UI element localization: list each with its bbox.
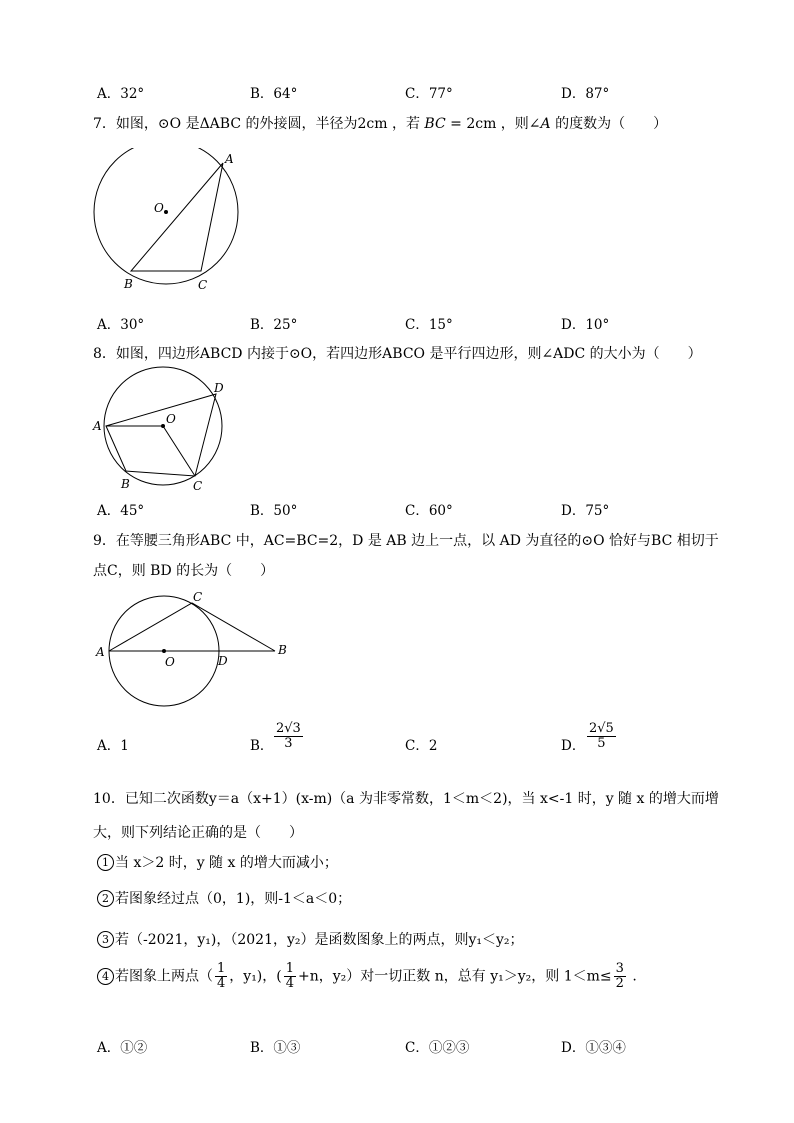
q10-item-4-frac3-num: 3 xyxy=(615,961,624,976)
q10-item-4-b: ，y₁)，( xyxy=(229,968,282,985)
q7-label-c: C xyxy=(198,278,208,292)
q10-item-4-c: +n，y₂）对一切正数 n，总有 y₁＞y₂，则 1＜m≤ xyxy=(298,968,612,985)
q9-option-b-fraction xyxy=(274,722,303,751)
q9-label-d: D xyxy=(218,654,228,668)
q10-item-4-a: 若图象上两点（ xyxy=(115,968,213,985)
q9-options xyxy=(0,722,794,764)
q9-option-c: C．2 xyxy=(405,738,438,754)
q8-option-b: B．50° xyxy=(250,503,298,519)
q10-item-3-mark: 3 xyxy=(97,931,114,948)
q8-options xyxy=(0,499,794,521)
q8-option-d: D．75° xyxy=(561,503,610,519)
q10-item-4-frac3-den: 2 xyxy=(615,976,624,991)
q10-item-2 xyxy=(97,888,351,908)
q8-label-c: C xyxy=(193,479,203,493)
q7-option-b: B．25° xyxy=(250,317,298,333)
q10-item-4-mark: 4 xyxy=(97,968,114,985)
q10-item-2-mark: 2 xyxy=(97,890,114,907)
q9-option-d-prefix: D． xyxy=(561,738,586,754)
q10-item-4-frac1 xyxy=(215,962,227,991)
q6-option-c: C．77° xyxy=(405,86,453,102)
q7-options xyxy=(0,313,794,335)
q9-option-b-den: 3 xyxy=(284,736,293,751)
q10-item-4-frac1-num: 1 xyxy=(217,961,226,976)
q7-stem-a: 7．如图，⊙O 是ΔABC 的外接圆，半径为2cm ，若 xyxy=(93,116,425,132)
q10-item-4-d: . xyxy=(627,968,637,985)
q9-option-d-den: 5 xyxy=(597,736,606,751)
q9-label-a: A xyxy=(96,645,105,659)
q10-item-3 xyxy=(97,929,524,949)
q7-label-a: A xyxy=(225,152,234,166)
q9-option-b-num: 2√3 xyxy=(276,721,301,736)
q9-stem-line2: 点C，则 BD 的长为（ ） xyxy=(93,563,275,579)
q7-stem-d: A xyxy=(540,116,551,132)
q9-stem-line1: 9．在等腰三角形ABC 中，AC=BC=2，D 是 AB 边上一点，以 AD 为直径的⊙O 恰好与BC 相切于 xyxy=(93,533,719,549)
q8-label-o: O xyxy=(166,412,176,426)
q10-item-1 xyxy=(97,852,338,872)
q10-option-d: D．①③④ xyxy=(561,1040,626,1056)
q9-label-c: C xyxy=(193,590,203,604)
q7-stem xyxy=(93,113,667,133)
q10-item-1-text: 当 x＞2 时，y 随 x 的增大而减小； xyxy=(115,855,338,871)
q10-item-4-frac2 xyxy=(284,962,296,991)
q10-option-a: A．①② xyxy=(97,1040,148,1056)
q9-label-b: B xyxy=(278,643,287,657)
q7-stem-e: 的度数为（ ） xyxy=(550,116,668,132)
q7-option-a: A．30° xyxy=(97,317,145,333)
q7-figure xyxy=(88,148,250,298)
q9-figure xyxy=(92,586,302,708)
q10-option-b: B．①③ xyxy=(250,1040,301,1056)
q7-stem-c: = 2cm ，则∠ xyxy=(445,116,541,132)
q8-label-a: A xyxy=(93,419,102,433)
q10-item-4-frac3 xyxy=(614,962,626,991)
q10-item-3-text: 若（-2021，y₁)，（2021，y₂）是函数图象上的两点，则y₁＜y₂； xyxy=(115,932,524,948)
q7-label-o: O xyxy=(154,201,164,215)
q7-option-d: D．10° xyxy=(561,317,610,333)
q8-figure xyxy=(90,366,230,496)
q6-options xyxy=(0,82,794,104)
q10-item-4-frac2-den: 4 xyxy=(285,976,295,991)
q9-option-d-fraction xyxy=(587,722,616,751)
q8-option-a: A．45° xyxy=(97,503,145,519)
q9-option-a: A．1 xyxy=(97,738,129,754)
q7-stem-b: BC xyxy=(424,116,446,132)
q9-label-o: O xyxy=(165,655,175,669)
q10-stem-line2: 大，则下列结论正确的是（ ） xyxy=(93,825,303,841)
q8-option-c: C．60° xyxy=(405,503,453,519)
q6-option-a: A．32° xyxy=(97,86,145,102)
q10-item-4 xyxy=(97,962,637,991)
q10-item-4-frac2-num: 1 xyxy=(285,961,295,976)
q9-option-d-num: 2√5 xyxy=(589,721,614,736)
q10-item-1-mark: 1 xyxy=(97,854,114,871)
q8-stem: 8．如图，四边形ABCD 内接于⊙O，若四边形ABCO 是平行四边形，则∠ADC 的大小为（ ） xyxy=(93,346,702,362)
q10-item-4-frac1-den: 4 xyxy=(217,976,226,991)
q10-options xyxy=(0,1036,794,1058)
q8-label-d: D xyxy=(214,381,224,395)
q7-option-c: C．15° xyxy=(405,317,453,333)
q10-stem-line1: 10．已知二次函数y＝a（x+1）(x-m)（a 为非零常数，1＜m＜2)，当 x<-1 时，y 随 x 的增大而增 xyxy=(93,791,719,807)
q6-option-d: D．87° xyxy=(561,86,610,102)
q8-label-b: B xyxy=(121,477,130,491)
q6-option-b: B．64° xyxy=(250,86,298,102)
q9-option-b-prefix: B． xyxy=(250,738,274,754)
q10-item-2-text: 若图象经过点（0，1)，则-1＜a＜0； xyxy=(115,891,352,907)
q10-option-c: C．①②③ xyxy=(405,1040,470,1056)
q7-label-b: B xyxy=(124,277,133,291)
